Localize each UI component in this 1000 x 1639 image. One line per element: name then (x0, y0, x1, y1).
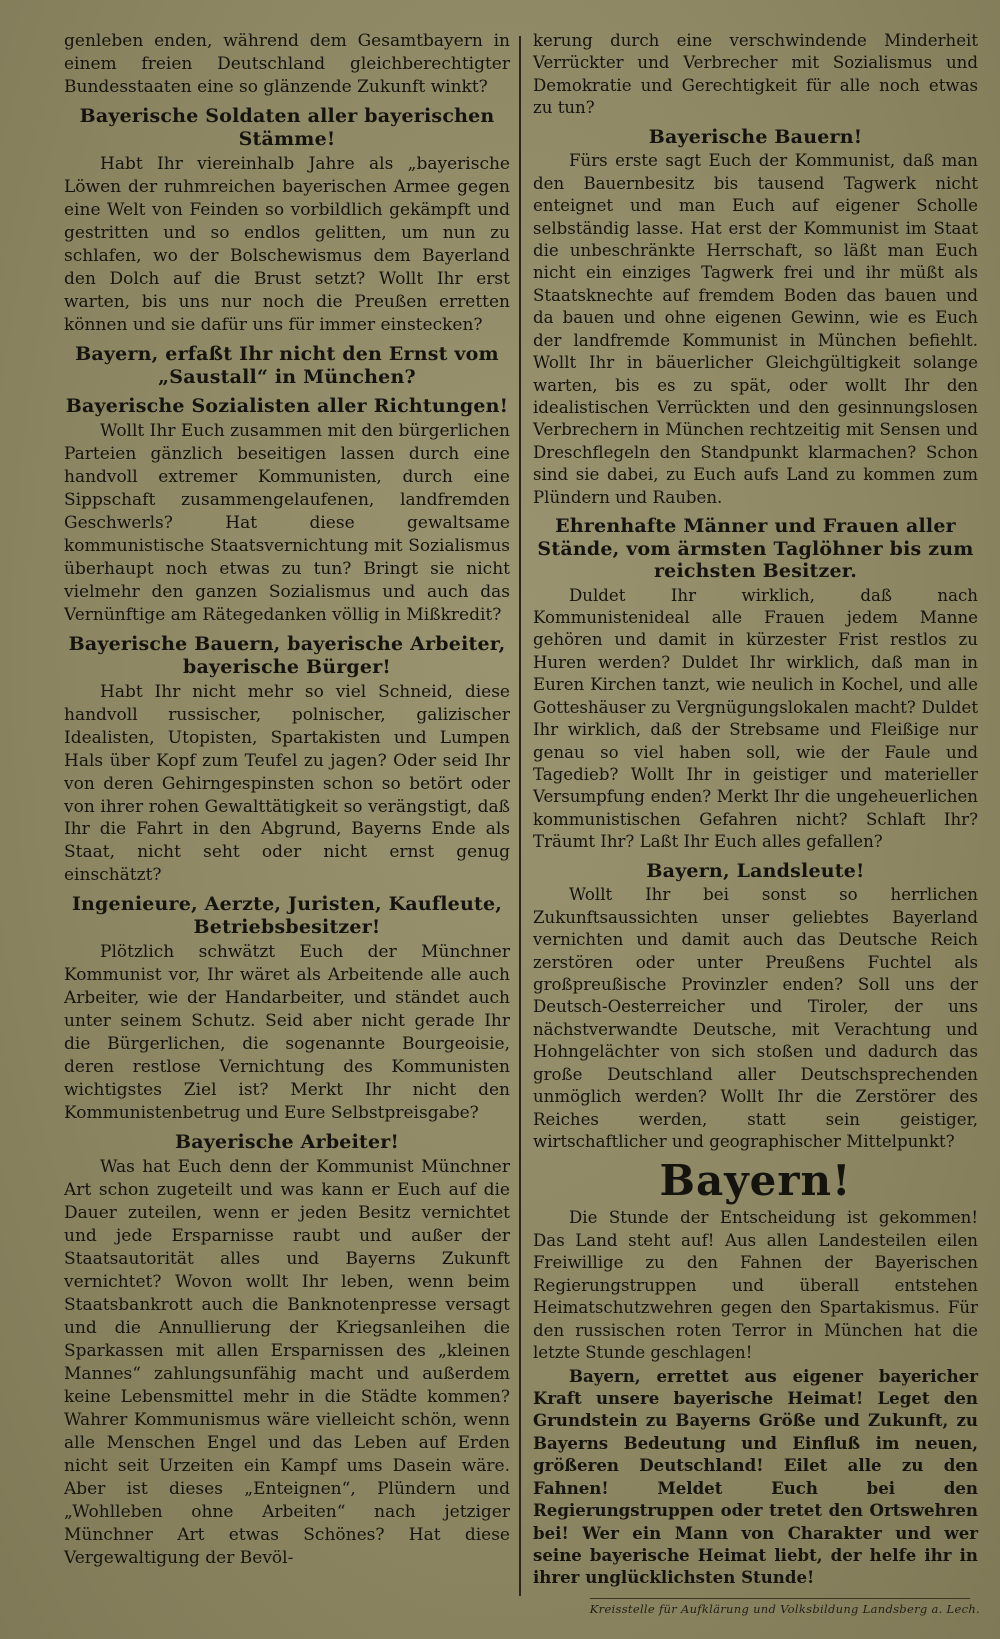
footer-rule (590, 1598, 970, 1599)
paragraph: Fürs erste sagt Euch der Kommunist, daß man den Bauernbesitz bis tausend Tagwerk nicht enteignet und man Euch auf eigener Scholle selbständig lasse. Hat erst der Kommunist im Staat die unbeschränkte Herrschaft, so läßt man Euch nicht ein einziges Tagwerk frei und ihr müßt als Staatsknechte auf fremdem Boden das bauen und da bauen und ohne eigenen Gewinn, wie es Euch der landfremde Kommunist in München befiehlt. Wollt Ihr in bäuerlicher Gleichgültigkeit solange warten, bis es zu spät, oder wollt Ihr den idealistischen Verrückten und den gesinnungslosen Verbrechern in München rechtzeitig mit Sensen und Dreschflegeln den Standpunkt klarmachen? Schon sind sie dabei, zu Euch aufs Land zu kommen zum Plündern und Rauben. (533, 151, 978, 507)
column-divider (519, 36, 521, 1596)
paragraph: Wollt Ihr Euch zusammen mit den bürgerlichen Parteien gänzlich beseitigen lassen durch eine handvoll extremer Kommunisten, durch eine Sippschaft zusammengelaufenen, landfremden Geschwerls? Hat diese gewaltsame kommunistische Staatsvernichtung mit Sozialismus überhaupt noch etwas zu tun? Bringt sie nicht vielmehr den ganzen Sozialismus und auch das Vernünftige am Rätegedanken völlig in Mißkredit? (64, 420, 510, 625)
right-column (533, 30, 978, 1589)
paragraph: Die Stunde der Entscheidung ist gekommen! Das Land steht auf! Aus allen Landesteilen eilen Freiwillige zu den Fahnen der Bayerischen Regierungstruppen und überall entstehen Heimatschutzwehren gegen den Spartakismus. Für den russischen roten Terror in München hat die letzte Stunde geschlagen! (533, 1208, 978, 1363)
section-heading: Ehrenhafte Männer und Frauen aller Stände, vom ärmsten Taglöhner bis zum reichsten Besitzer. (537, 515, 974, 583)
paragraph: Plötzlich schwätzt Euch der Münchner Kommunist vor, Ihr wäret als Arbeitende alle auch Arbeiter, wie der Handarbeiter, und ständet auch unter seinem Schutz. Seid aber nicht gerade Ihr die Bürgerlichen, die sogenannte Bourgeoisie, deren restlose Vernichtung des Kommunisten wichtigstes Ziel ist? Merkt Ihr nicht den Kommunistenbetrug und Eure Selbstpreisgabe? (64, 942, 510, 1124)
section-heading: Bayern, erfaßt Ihr nicht den Ernst vom „Saustall“ in München? (75, 342, 499, 388)
publisher-footer: Kreisstelle für Aufklärung und Volksbildung Landsberg a. Lech. (589, 1602, 980, 1616)
call-to-action-paragraph: Bayern, errettet aus eigener bayericher Kraft unsere bayerische Heimat! Leget den Grundstein zu Bayerns Größe und Zukunft, zu Bayerns Bedeutung und Einfluß im neuen, größeren Deutschland! Eilet alle zu den Fahnen! Meldet Euch bei den Regierungstruppen oder tretet den Ortswehren bei! Wer ein Mann von Charakter und wer seine bayerische Heimat liebt, der helfe ihr in ihrer unglücklichsten Stunde! (533, 1365, 978, 1588)
section-heading: Bayerische Bauern! (648, 125, 863, 148)
left-column (64, 30, 510, 1570)
paragraph: Habt Ihr nicht mehr so viel Schneid, diese handvoll russischer, polnischer, galizischer Idealisten, Utopisten, Spartakisten und Lumpen Hals über Kopf zum Teufel zu jagen? Oder seid Ihr von deren Gehirngespinsten schon so betört oder von ihrer rohen Gewalttätigkeit so verängstigt, daß Ihr die Fahrt in den Abgrund, Bayerns Ende als Staat, nicht seht oder nicht ernst genug einschätzt? (64, 681, 510, 886)
section-heading: Bayern, Landsleute! (646, 859, 865, 882)
paragraph: Duldet Ihr wirklich, daß nach Kommunistenideal alle Frauen jedem Manne gehören und damit in kürzester Frist restlos zu Huren werden? Duldet Ihr wirklich, daß man in Euren Kirchen tanzt, wie neulich in Kochel, und alle Gotteshäuser zu Vergnügungslokalen macht? Duldet Ihr wirklich, daß der Strebsame und Fleißige nur genau so viel haben soll, wie der Faule und Tagedieb? Wollt Ihr in geistiger und materieller Versumpfung enden? Merkt Ihr die ungeheuerlichen kommunistischen Gefahren nicht? Schlaft Ihr? Träumt Ihr? Laßt Ihr Euch alles gefallen? (533, 585, 978, 852)
main-heading: Bayern! (659, 1156, 852, 1206)
paragraph: kerung durch eine verschwindende Minderheit Verrückter und Verbrecher mit Sozialismus und Demokratie und Gerechtigkeit für alle noch etwas zu tun? (533, 31, 978, 118)
paragraph: genleben enden, während dem Gesamtbayern in einem freien Deutschland gleichberechtigter Bundesstaaten eine so glänzende Zukunft winkt? (64, 31, 510, 97)
section-heading: Bayerische Sozialisten aller Richtungen! (65, 394, 509, 417)
section-heading: Bayerische Bauern, bayerische Arbeiter, bayerische Bürger! (68, 632, 506, 678)
section-heading: Ingenieure, Aerzte, Juristen, Kaufleute, Betriebsbesitzer! (71, 893, 503, 939)
section-heading: Bayerische Soldaten aller bayerischen Stämme! (79, 104, 495, 150)
paragraph: Wollt Ihr bei sonst so herrlichen Zukunftsaussichten unser geliebtes Bayerland vernichten und damit auch das Deutsche Reich zerstören oder unter Preußens Fuchtel als großpreußische Provinzler enden? Soll uns der Deutsch-Oesterreicher und Tiroler, der uns nächstverwandte Deutsche, mit Verachtung und Hohngelächter von sich stoßen und dadurch das große Deutschland aller Deutschsprechenden unmöglich werden? Wollt Ihr die Zerstörer des Reiches werden, statt sein geistiger, wirtschaftlicher und geographischer Mittelpunkt? (533, 885, 978, 1151)
section-heading: Bayerische Arbeiter! (174, 1131, 400, 1154)
paragraph: Habt Ihr viereinhalb Jahre als „bayerische Löwen der ruhmreichen bayerischen Armee gegen eine Welt von Feinden so vorbildlich gekämpft und gestritten und so endlos gelitten, um nun zu schlafen, wo der Bolschewismus dem Bayerland den Dolch auf die Brust setzt? Wollt Ihr erst warten, bis uns nur noch die Preußen erretten können und sie dafür uns für immer einstecken? (64, 153, 510, 335)
paragraph: Was hat Euch denn der Kommunist Münchner Art schon zugeteilt und was kann er Euch auf die Dauer zuteilen, wenn er jeden Besitz vernichtet und jede Ersparnisse raubt und außer der Staatsautorität alles und Bayerns Zukunft vernichtet? Wovon wollt Ihr leben, wenn beim Staatsbankrott auch die Banknotenpresse versagt und die Annullierung der Kriegsanleihen die Sparkassen mit allen Ersparnissen des „kleinen Mannes“ zahlungsunfähig macht und außerdem keine Lebensmittel mehr in die Städte kommen? Wahrer Kommunismus wäre vielleicht schön, wenn alle Menschen Engel und das Leben auf Erden nicht seit Urzeiten ein Kampf ums Dasein wäre. Aber ist dieses „Enteignen“, Plündern und „Wohlleben ohne Arbeiten“ nach jetziger Münchner Art etwas Schönes? Hat diese Vergewaltigung der Bevöl- (64, 1157, 510, 1568)
